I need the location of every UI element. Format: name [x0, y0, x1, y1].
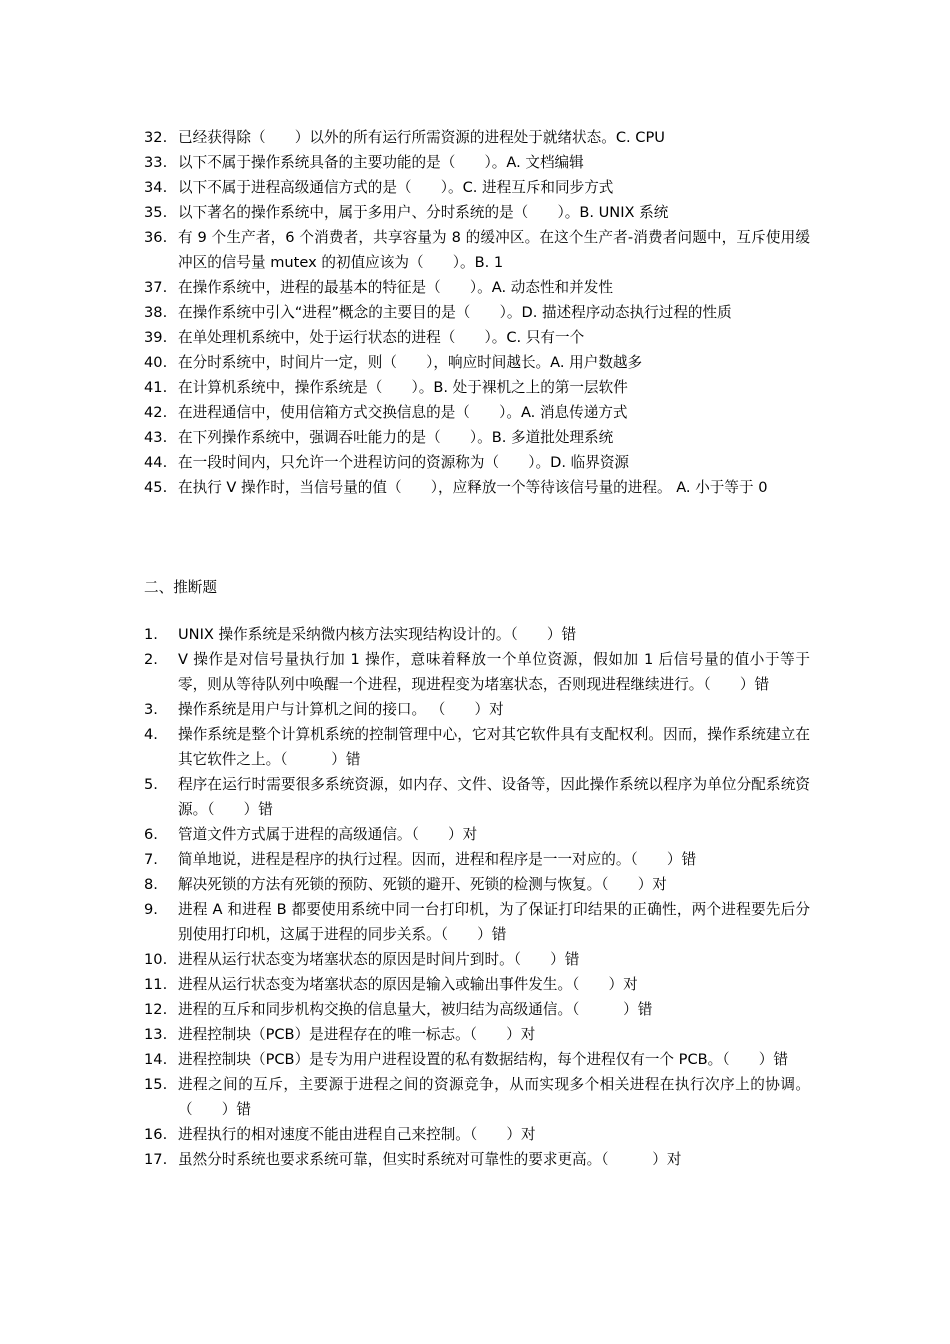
question-item	[0, 350, 950, 375]
question-text: 在执行 V 操作时，当信号量的值（ ），应释放一个等待该信号量的进程。 A. 小于等于 0	[178, 479, 768, 496]
question-item	[0, 375, 950, 400]
question-number: 41.	[144, 379, 168, 396]
question-text: UNIX 操作系统是采纳微内核方法实现结构设计的。（ ）错	[178, 626, 577, 643]
judgment-question-list	[0, 622, 950, 1172]
question-number: 35.	[144, 204, 168, 221]
question-text: 已经获得除（ ）以外的所有运行所需资源的进程处于就绪状态。C. CPU	[178, 129, 665, 146]
question-text: 操作系统是整个计算机系统的控制管理中心，它对其它软件具有支配权利。因而，操作系统建立在其它软件之上。（ ）错	[178, 726, 810, 768]
question-item	[0, 872, 950, 897]
question-text: 解决死锁的方法有死锁的预防、死锁的避开、死锁的检测与恢复。（ ）对	[178, 876, 667, 893]
question-item	[0, 897, 950, 947]
question-text: 程序在运行时需要很多系统资源，如内存、文件、设备等，因此操作系统以程序为单位分配系统资源。（ ）错	[178, 776, 810, 818]
question-number: 34.	[144, 179, 168, 196]
question-number: 5.	[144, 776, 158, 793]
question-text: 在单处理机系统中，处于运行状态的进程（ ）。C. 只有一个	[178, 329, 585, 346]
question-text: 在下列操作系统中，强调吞吐能力的是（ ）。B. 多道批处理系统	[178, 429, 614, 446]
question-number: 38.	[144, 304, 168, 321]
question-number: 42.	[144, 404, 168, 421]
question-number: 1.	[144, 626, 158, 643]
question-item	[0, 1122, 950, 1147]
question-item	[0, 450, 950, 475]
question-number: 3.	[144, 701, 158, 718]
question-number: 16.	[144, 1126, 168, 1143]
question-text: 有 9 个生产者，6 个消费者，共享容量为 8 的缓冲区。在这个生产者-消费者问题中，互斥使用缓冲区的信号量 mutex 的初值应该为（ ）。B. 1	[178, 229, 810, 271]
question-item	[0, 972, 950, 997]
question-number: 17.	[144, 1151, 168, 1168]
question-item	[0, 1022, 950, 1047]
question-item	[0, 1147, 950, 1172]
question-item	[0, 425, 950, 450]
question-text: 进程执行的相对速度不能由进程自己来控制。（ ）对	[178, 1126, 536, 1143]
question-number: 39.	[144, 329, 168, 346]
question-item	[0, 400, 950, 425]
question-number: 2.	[144, 651, 158, 668]
question-text: 简单地说，进程是程序的执行过程。因而，进程和程序是一一对应的。（ ）错	[178, 851, 697, 868]
question-text: 进程 A 和进程 B 都要使用系统中同一台打印机，为了保证打印结果的正确性，两个进程要先后分别使用打印机，这属于进程的同步关系。（ ）错	[178, 901, 810, 943]
question-number: 12.	[144, 1001, 168, 1018]
question-number: 8.	[144, 876, 158, 893]
question-item	[0, 475, 950, 500]
question-number: 13.	[144, 1026, 168, 1043]
question-number: 11.	[144, 976, 168, 993]
question-item	[0, 647, 950, 697]
question-item	[0, 300, 950, 325]
question-text: 以下著名的操作系统中，属于多用户、分时系统的是（ ）。B. UNIX 系统	[178, 204, 669, 221]
question-number: 15.	[144, 1076, 168, 1093]
question-number: 37.	[144, 279, 168, 296]
question-number: 14.	[144, 1051, 168, 1068]
question-number: 44.	[144, 454, 168, 471]
question-number: 36.	[144, 229, 168, 246]
question-item	[0, 622, 950, 647]
question-text: 在一段时间内，只允许一个进程访问的资源称为（ ）。D. 临界资源	[178, 454, 630, 471]
question-item	[0, 325, 950, 350]
question-item	[0, 225, 950, 275]
question-item	[0, 847, 950, 872]
question-item	[0, 772, 950, 822]
question-number: 9.	[144, 901, 158, 918]
question-number: 32.	[144, 129, 168, 146]
question-text: 进程从运行状态变为堵塞状态的原因是输入或输出事件发生。（ ）对	[178, 976, 638, 993]
question-number: 10.	[144, 951, 168, 968]
question-text: 以下不属于操作系统具备的主要功能的是（ ）。A. 文档编辑	[178, 154, 584, 171]
question-item	[0, 125, 950, 150]
question-item	[0, 200, 950, 225]
question-number: 6.	[144, 826, 158, 843]
question-item	[0, 947, 950, 972]
question-text: V 操作是对信号量执行加 1 操作，意味着释放一个单位资源，假如加 1 后信号量的值小于等于零，则从等待队列中唤醒一个进程，现进程变为堵塞状态，否则现进程继续进行。（ ）错	[178, 651, 810, 693]
question-text: 在计算机系统中，操作系统是（ ）。B. 处于裸机之上的第一层软件	[178, 379, 628, 396]
question-text: 虽然分时系统也要求系统可靠，但实时系统对可靠性的要求更高。（ ）对	[178, 1151, 682, 1168]
question-item	[0, 150, 950, 175]
question-text: 管道文件方式属于进程的高级通信。（ ）对	[178, 826, 478, 843]
question-number: 7.	[144, 851, 158, 868]
question-text: 进程控制块（PCB）是进程存在的唯一标志。（ ）对	[178, 1026, 536, 1043]
question-number: 4.	[144, 726, 158, 743]
question-text: 进程控制块（PCB）是专为用户进程设置的私有数据结构，每个进程仅有一个 PCB。（ ）错	[178, 1051, 788, 1068]
question-text: 在操作系统中，进程的最基本的特征是（ ）。A. 动态性和并发性	[178, 279, 613, 296]
question-number: 33.	[144, 154, 168, 171]
question-number: 40.	[144, 354, 168, 371]
question-item	[0, 697, 950, 722]
question-item	[0, 822, 950, 847]
question-text: 在分时系统中，时间片一定，则（ ），响应时间越长。A. 用户数越多	[178, 354, 643, 371]
question-number: 45.	[144, 479, 168, 496]
question-text: 在操作系统中引入“进程”概念的主要目的是（ ）。D. 描述程序动态执行过程的性质	[178, 304, 732, 321]
question-text: 进程的互斥和同步机构交换的信息量大，被归结为高级通信。（ ）错	[178, 1001, 653, 1018]
question-item	[0, 175, 950, 200]
question-item	[0, 1072, 950, 1122]
section-heading: 二、推断题	[144, 579, 217, 596]
question-text: 进程从运行状态变为堵塞状态的原因是时间片到时。（ ）错	[178, 951, 580, 968]
choice-question-list	[0, 125, 950, 500]
question-text: 在进程通信中，使用信箱方式交换信息的是（ ）。A. 消息传递方式	[178, 404, 628, 421]
question-text: 进程之间的互斥，主要源于进程之间的资源竞争，从而实现多个相关进程在执行次序上的协调。（ ）错	[178, 1076, 810, 1118]
question-item	[0, 275, 950, 300]
question-item	[0, 722, 950, 772]
question-text: 以下不属于进程高级通信方式的是（ ）。C. 进程互斥和同步方式	[178, 179, 614, 196]
question-item	[0, 997, 950, 1022]
question-number: 43.	[144, 429, 168, 446]
question-item	[0, 1047, 950, 1072]
question-text: 操作系统是用户与计算机之间的接口。 （ ）对	[178, 701, 504, 718]
